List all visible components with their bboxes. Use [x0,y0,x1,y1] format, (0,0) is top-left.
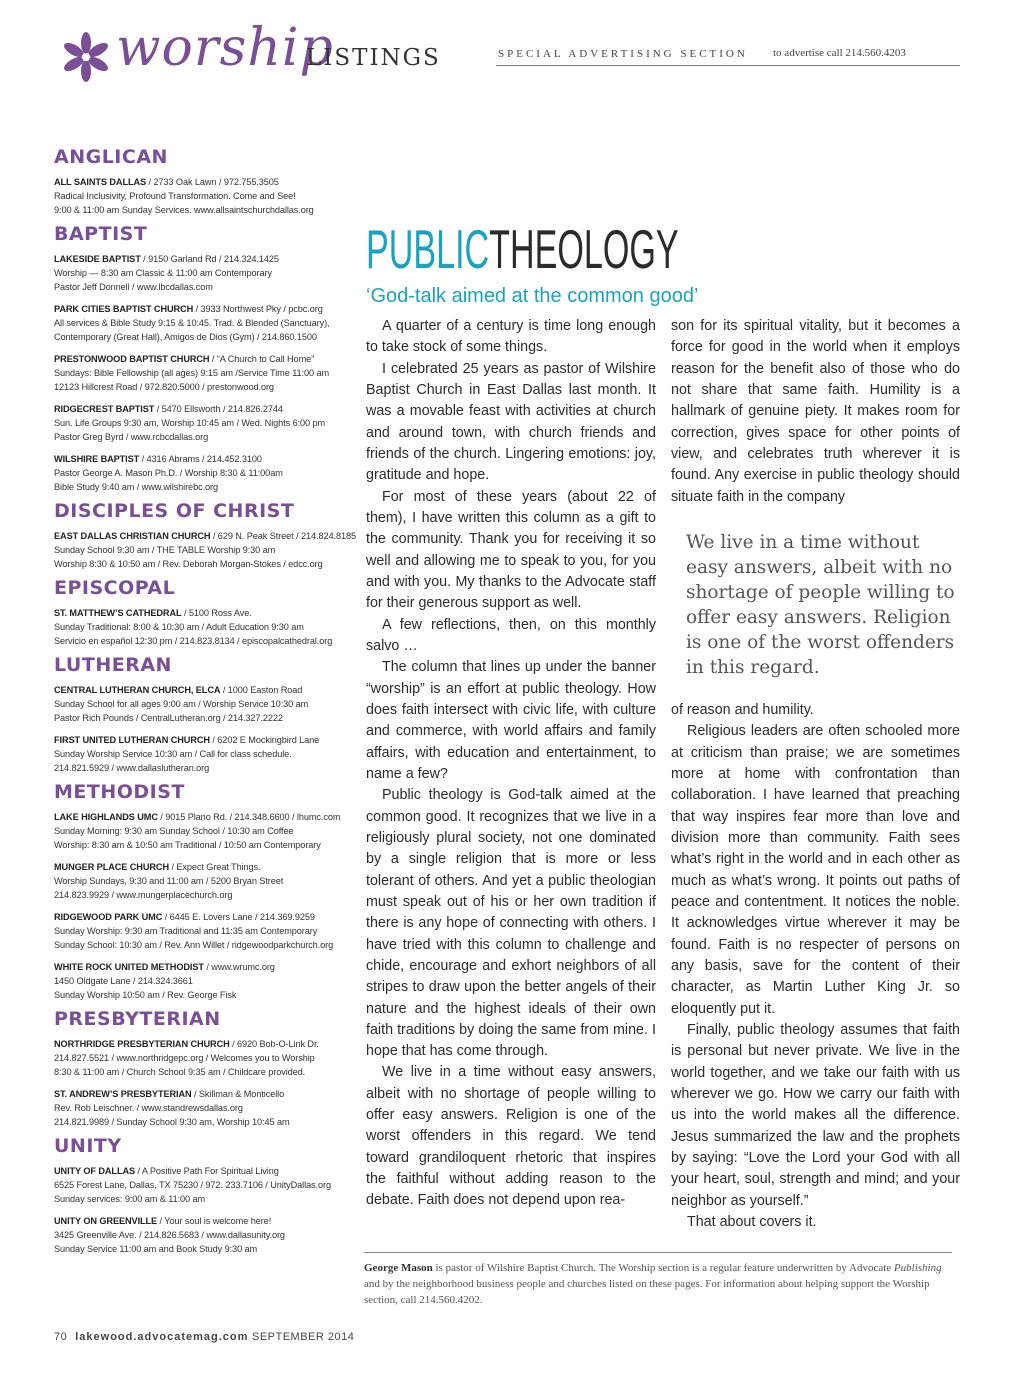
church-info-line: Sunday services: 9:00 am & 11:00 am [54,1193,206,1204]
worship-listings [54,148,354,1264]
church-info-line: Sunday Worship 10:50 am / Rev. George Fisk [54,989,237,1000]
paragraph: That about covers it. [687,1213,817,1230]
church-info-line: 214.827.5521 / www.northridgepc.org / Welcomes you to Worship [54,1052,315,1063]
section-logo-suffix: LISTINGS [306,45,441,71]
church-name: LAKESIDE BAPTIST [54,253,141,264]
author-footnote: George Mason is pastor of Wilshire Baptist Church. The Worship section is a regular feature underwritten by Advocate Publishing and by the neighborhood business people and churches listed on these pages. For information about helping support the Worship section, call 214.560.4202. [364,1262,942,1306]
paragraph: For most of these years (about 22 of them), I have written this column as a gift to the community. Thank you for receiving it so well and allowing me to speak to you, for you and with you. My thanks to the Advocate staff for their generous support as well. [366,488,656,612]
church-name: EAST DALLAS CHRISTIAN CHURCH [54,530,211,541]
paragraph: Religious leaders are often schooled more at criticism than praise; we are sometimes more at home with confrontation than collaboration. I have learned that preaching that way inspires fear more than love and division more than community. Faith sees what’s right in the world and in each other as much as what’s wrong. It points out paths of peace and contentment. It notices the noble. It acknowledges virtue wherever it may be found. Faith is no respecter of persons on any basis, save for the content of their character, as Martin Luther King Jr. so eloquently put it. [671,723,960,1017]
paragraph: Public theology is God-talk aimed at the common good. It recognizes that we live in a religiously plural society, not one dominated by a single religion that is more or less tolerant of others. And yet a public theologian must speak out of his or her own tradition if there is any hope of connecting with others. I have tried with this column to challenge and chide, encourage and exhort neighbors of all stripes to draw upon the better angels of their nature and the highest ideals of their own faith traditions by doing the same from mine. I hope that has come through. [366,787,656,1060]
church-listing [54,1214,354,1256]
church-listing [54,1164,354,1206]
church-info-line: Sunday School 9:30 am / THE TABLE Worship 9:30 am [54,544,276,555]
church-details: / “A Church to Call Home” [209,353,315,364]
church-listing [54,175,354,217]
church-name: PARK CITIES BAPTIST CHURCH [54,303,194,314]
paragraph: Finally, public theology assumes that faith is personal but never private. We live in the world together, and we take our faith with us wherever we go. How we carry our faith with us into the world makes all the difference. Jesus summarized the law and the prophets by saying: “Love the Lord your God with all your heart, soul, strength and mind; and your neighbor as yourself.” [671,1021,960,1209]
church-details: / 2733 Oak Lawn / 972.755.3505 [146,176,279,187]
paragraph: I celebrated 25 years as pastor of Wilshire Baptist Church in East Dallas last month. It was a movable feast with activities at church and around town, with church friends and friends of the church. Lingering emotions: joy, gratitude and hope. [366,360,656,484]
church-listing [54,302,354,344]
church-details: / 5100 Ross Ave. [181,607,252,618]
denomination-heading: METHODIST [54,780,185,803]
church-listing [54,960,354,1002]
article-column-right [671,700,960,1233]
church-details: / 6202 E Mockingbird Lane [209,734,320,745]
footnote-rule [364,1252,952,1253]
church-info-line: Pastor Greg Byrd / www.rcbcdallas.org [54,431,209,442]
church-info-line: Pastor Rich Pounds / CentralLutheran.org / 214.327.2222 [54,712,283,723]
paragraph: son for its spiritual vitality, but it becomes a force for good in the world when it employs reason for the benefit also of those who do not share that same faith. Humility is a hallmark of genuine piety. It makes room for correction, gives space for other points of view, and celebrates truth wherever it is found. Any exercise in public theology should situate faith in the company [671,318,960,505]
headline-word-public: PUBLIC [366,218,490,280]
church-info-line: Pastor Jeff Donnell / www.lbcdallas.com [54,281,213,292]
church-name: WHITE ROCK UNITED METHODIST [54,961,204,972]
church-name: ST. ANDREW’S PRESBYTERIAN [54,1088,192,1099]
church-info-line: 12123 Hillcrest Road / 972.820.5000 / prestonwood.org [54,381,274,392]
church-name: RIDGECREST BAPTIST [54,403,155,414]
denomination-heading: EPISCOPAL [54,576,176,599]
church-details: / 9150 Garland Rd / 214.324.1425 [140,253,279,264]
masthead-rule [496,65,960,66]
denomination-heading: DISCIPLES OF CHRIST [54,499,295,522]
church-details: / www.wrumc.org [203,961,275,972]
church-listing [54,402,354,444]
church-details: / Skillman & Monticello [191,1088,285,1099]
church-details: / 5470 Ellsworth / 214.826.2744 [154,403,283,414]
pull-quote: We live in a time without easy answers, albeit with no shortage of people willing to offer easy answers. Religion is one of the worst offenders in this regard. [686,532,955,678]
church-info-line: Bible Study 9:40 am / www.wilshirebc.org [54,481,218,492]
church-listing [54,1037,354,1079]
church-details: / 1000 Easton Road [220,684,303,695]
church-name: MUNGER PLACE CHURCH [54,861,169,872]
church-listing [54,810,354,852]
church-listing [54,452,354,494]
church-name: FIRST UNITED LUTHERAN CHURCH [54,734,210,745]
church-details: / 4316 Abrams / 214.452.3100 [139,453,262,464]
church-details: / 3933 Northwest Pky / pcbc.org [193,303,323,314]
church-details: / Your soul is welcome here! [157,1215,272,1226]
church-name: RIDGEWOOD PARK UMC [54,911,163,922]
church-info-line: 3425 Greenville Ave. / 214.826.5683 / www.dallasunity.org [54,1229,285,1240]
author-name: George Mason [364,1262,433,1274]
church-info-line: Sunday School: 10:30 am / Rev. Ann Willet / ridgewoodparkchurch.org [54,939,334,950]
denomination-heading: ANGLICAN [54,146,168,168]
church-info-line: 8:30 & 11:00 am / Church School 9:35 am / Childcare provided. [54,1066,306,1077]
denomination-heading: PRESBYTERIAN [54,1007,221,1030]
church-listing [54,1087,354,1129]
special-advertising-label: SPECIAL ADVERTISING SECTION [498,48,748,60]
denomination-heading: LUTHERAN [54,653,172,676]
advertise-phone: to advertise call 214.560.4203 [773,47,906,59]
headline-word-theology: THEOLOGY [489,218,679,280]
church-details: / 6920 Bob-O-Link Dr. [229,1038,319,1049]
article-headline [366,218,679,280]
church-listing [54,606,354,648]
church-info-line: Worship 8:30 & 10:50 am / Rev. Deborah Morgan-Stokes / edcc.org [54,558,323,569]
church-info-line: Radical Inclusivity, Profound Transformation. Come and See! [54,190,296,201]
church-info-line: Worship — 8:30 am Classic & 11:00 am Contemporary [54,267,272,278]
church-name: ALL SAINTS DALLAS [54,176,147,187]
church-info-line: 214.823.9929 / www.mungerplacechurch.org [54,889,233,900]
paragraph: A quarter of a century is time long enough to take stock of some things. [366,318,656,356]
flourish-star-icon [60,30,112,84]
church-name: UNITY OF DALLAS [54,1165,136,1176]
church-name: ST. MATTHEW’S CATHEDRAL [54,607,182,618]
church-listing [54,529,354,571]
page-number: 70 [54,1331,68,1343]
paragraph: We live in a time without easy answers, albeit with no shortage of people willing to offer easy answers. Religion is one of the worst offenders in this regard. We tend toward grandiloquent rhetoric that inspires the faithful without adding reason to the debate. Faith does not depend upon rea- [366,1064,656,1209]
church-listing [54,352,354,394]
church-info-line: Sunday Service 11:00 am and Book Study 9:30 am [54,1243,258,1254]
site-url[interactable]: lakewood.advocatemag.com [75,1331,249,1343]
church-name: PRESTONWOOD BAPTIST CHURCH [54,353,210,364]
church-details: / A Positive Path For Spiritual Living [135,1165,279,1176]
paragraph: of reason and humility. [671,702,814,718]
church-name: CENTRAL LUTHERAN CHURCH, ELCA [54,684,221,695]
church-info-line: Sunday Worship: 9:30 am Traditional and 11:35 am Contemporary [54,925,318,936]
church-listing [54,683,354,725]
church-details: / 6445 E. Lovers Lane / 214.369.9259 [162,911,315,922]
church-details: / 629 N. Peak Street / 214.824.8185 [210,530,356,541]
church-info-line: Sunday Morning: 9:30 am Sunday School / 10:30 am Coffee [54,825,294,836]
church-info-line: 214.821.9989 / Sunday School 9:30 am, Worship 10:45 am [54,1116,290,1127]
paragraph: A few reflections, then, on this monthly salvo … [366,616,656,654]
church-info-line: Contemporary (Great Hall), Amigos de Dios (Gym) / 214.860.1500 [54,331,317,342]
church-info-line: Worship Sundays, 9:30 and 11:00 am / 5200 Bryan Street [54,875,284,886]
church-info-line: Sunday Traditional: 8:00 & 10:30 am / Adult Education 9:30 am [54,621,304,632]
church-info-line: Sun. Life Groups 9:30 am, Worship 10:45 am / Wed. Nights 6:00 pm [54,417,326,428]
church-listing [54,860,354,902]
church-info-line: Sundays: Bible Fellowship (all ages) 9:15 am /Service Time 11:00 am [54,367,330,378]
church-info-line: Sunday School for all ages 9:00 am / Worship Service 10:30 am [54,698,309,709]
church-info-line: Worship: 8:30 am & 10:50 am Traditional / 10:50 am Contemporary [54,839,321,850]
article-column-left [366,316,656,1212]
church-info-line: 9:00 & 11:00 am Sunday Services. www.allsaintschurchdallas.org [54,204,314,215]
issue-date: SEPTEMBER 2014 [251,1331,355,1343]
church-info-line: 214.821.5929 / www.dallaslutheran.org [54,762,210,773]
church-listing [54,252,354,294]
church-info-line: All services & Bible Study 9:15 & 10:45. Trad. & Blended (Sanctuary), [54,317,330,328]
church-info-line: Pastor George A. Mason Ph.D. / Worship 8:30 & 11:00am [54,467,283,478]
church-info-line: Sunday Worship Service 10:30 am / Call for class schedule. [54,748,292,759]
denomination-heading: UNITY [54,1134,122,1157]
page-footer [54,1331,354,1343]
church-info-line: 1450 Oldgate Lane / 214.324.3661 [54,975,193,986]
church-name: LAKE HIGHLANDS UMC [54,811,158,822]
article-column-right-top [671,316,960,508]
paragraph: The column that lines up under the banner “worship” is an effort at public theology. How does faith intersect with civic life, with culture and commerce, with world affairs and family affairs, with education and entertainment, to name a few? [366,659,656,782]
article-deck: ‘God-talk aimed at the common good’ [366,285,699,307]
section-logo-word: worship [116,18,334,78]
denomination-heading: BAPTIST [54,222,148,245]
church-info-line: 6525 Forest Lane, Dallas, TX 75230 / 972. 233.7106 / UnityDallas.org [54,1179,331,1190]
church-listing [54,733,354,775]
church-name: NORTHRIDGE PRESBYTERIAN CHURCH [54,1038,230,1049]
church-info-line: Servicio en español 12:30 pm / 214.823.8134 / episcopalcathedral.org [54,635,333,646]
church-name: UNITY ON GREENVILLE [54,1215,158,1226]
church-details: / Expect Great Things. [169,861,261,872]
church-info-line: Rev. Rob Leischner. / www.standrewsdallas.org [54,1102,243,1113]
church-name: WILSHIRE BAPTIST [54,453,140,464]
church-listing [54,910,354,952]
church-details: / 9015 Plano Rd. / 214.348.6600 / lhumc.com [157,811,341,822]
